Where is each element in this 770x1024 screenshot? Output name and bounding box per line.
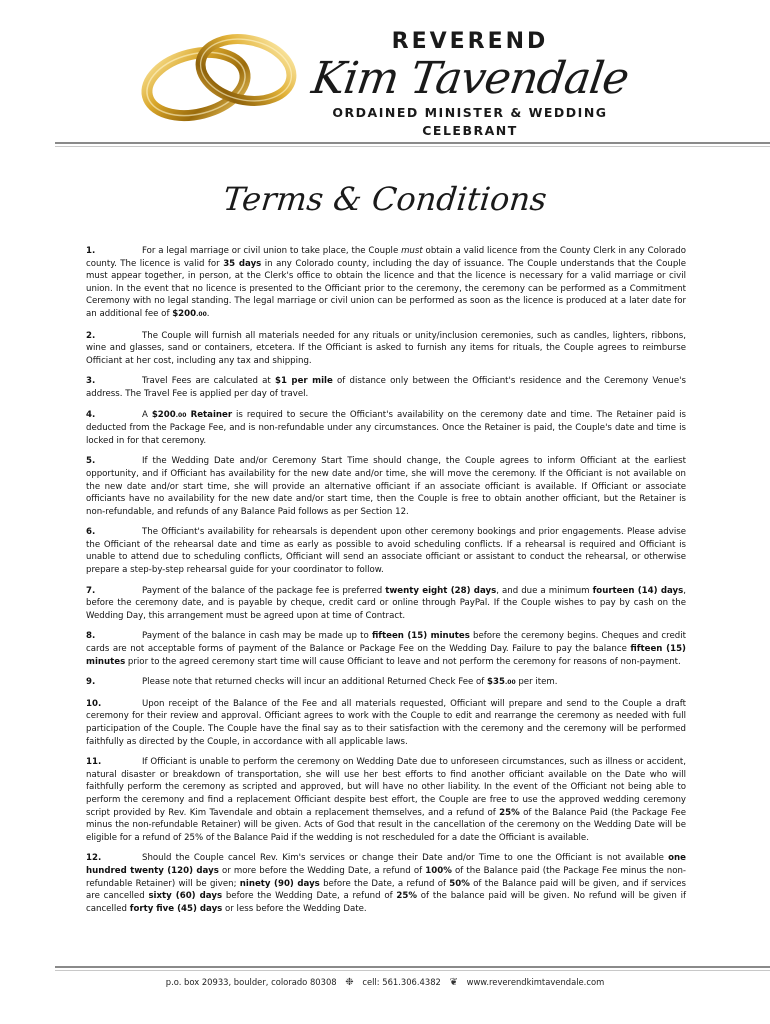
clause-text: The Officiant's availability for rehearsals is dependent upon other ceremony bookings and prior engagements. Please advise the Officiant of the rehearsal date and time as early as possible to avoid scheduling conflicts. If a rehearsal is required and Officiant is unable to attend due to scheduling conflicts, Officiant will send an associate officiant or assistant to conduct the rehearsal, or otherwise prepare a step-by-step rehearsal guide for your coordinator to follow. <box>86 527 686 576</box>
header-divider-thin <box>55 146 770 147</box>
clause-number: 5. <box>86 456 96 467</box>
footer-divider <box>55 966 770 968</box>
clause-text: Upon receipt of the Balance of the Fee and all materials requested, Officiant will prepare and send to the Couple a draft ceremony for their review and approval. Officiant agrees to work with the Couple to edit and rearrange the ceremony as needed with full participation of the Couple. The Couple have the final say as to their satisfaction with the ceremony and the ceremony will be performed faithfully as directed by the Couple, in accordance with all applicable laws. <box>86 698 686 747</box>
clause-text: 25% <box>396 891 417 902</box>
clause-text: one hundred twenty (120) days <box>86 853 686 876</box>
clause-item <box>86 245 686 322</box>
clause-text: Payment of the balance in cash may be made up to <box>142 631 372 642</box>
clause-number: 4. <box>86 409 96 420</box>
footer-phone: cell: 561.306.4382 <box>362 977 441 987</box>
clause-text: .00 <box>196 310 207 318</box>
footer <box>0 977 770 988</box>
clause-text: of the Balance Paid (the Package Fee minus the non-refundable Retainer) will be given. Acts of God that result in the cancellation of the ceremony on the Wedding Date will be eligible for a refund of 25% of the Balance Paid if the wedding is not rescheduled for a date the Officiant is available. <box>86 807 686 843</box>
clause-text: or less before the Wedding Date. <box>222 903 367 914</box>
clause-item <box>86 330 686 368</box>
clause-text: per item. <box>515 677 558 688</box>
clause-text: before the Date, a refund of <box>319 878 450 889</box>
footer-website: www.reverendkimtavendale.com <box>466 977 605 987</box>
clause-text: $200 <box>172 308 197 319</box>
clause-text: 35 days <box>223 258 262 269</box>
clause-number: 10. <box>86 698 102 709</box>
wedding-rings-icon <box>134 28 308 124</box>
clause-text: or more before the Wedding Date, a refund of <box>218 865 426 876</box>
clause-text: For a legal marriage or civil union to take place, the Couple <box>142 246 402 256</box>
clause-text: , before the ceremony date, and is payable by cheque, credit card or online through PayPal. If the Couple wishes to pay by cash on the Wedding Day, this arrangement must be agreed upon at time of Contract. <box>86 585 686 621</box>
footer-divider-thin <box>55 970 770 971</box>
clause-text: fifteen (15) minutes <box>371 631 470 642</box>
ornament-icon: ❉ <box>345 977 354 988</box>
brand-title: REVEREND <box>391 29 549 54</box>
clause-text: of the Balance paid will be given, and if services are cancelled <box>86 878 686 902</box>
brand-name: Kim Tavendale <box>308 53 632 104</box>
clause-number: 3. <box>86 376 96 387</box>
page-title: Terms & Conditions <box>221 180 549 218</box>
clause-text: Please note that returned checks will incur an additional Returned Check Fee of <box>142 677 488 688</box>
clause-text: , and due a minimum <box>496 585 593 596</box>
clause-number: 11. <box>86 757 102 768</box>
clause-text: The Couple will furnish all materials needed for any rituals or unity/inclusion ceremonies, such as candles, lighters, ribbons, wine and glasses, sand or containers, etcetera. If the Officiant is asked to furnish any items for rituals, the Couple agrees to reimburse Officiant at her cost, including any tax and shipping. <box>86 330 686 366</box>
clause-text: Should the Couple cancel Rev. Kim's services or change their Date and/or Time to one the Officiant is not available <box>142 853 669 864</box>
clause-text: . <box>206 308 210 319</box>
clause-number: 12. <box>86 853 102 864</box>
clause-text: of distance only between the Officiant's residence and the Ceremony Venue's address. The Travel Fee is applied per day of travel. <box>86 376 686 399</box>
clause-item <box>86 526 686 576</box>
clause-text: $35 <box>487 677 505 688</box>
clause-text: fourteen (14) days <box>592 585 684 596</box>
clause-text: obtain a valid licence from the County Clerk in any Colorado county. The licence is valid for <box>86 246 686 269</box>
clause-text: If Officiant is unable to perform the ceremony on Wedding Date due to unforeseen circumstances, such as illness or accident, natural disaster or breakdown of transportation, she will use her best efforts to find another officiant available on the Date who will faithfully perform the ceremony as scripted and approved, but will have no other liability. In the event of the Officiant not being able to perform the ceremony and find a replacement Officiant despite best effort, the Couple are free to use the approved wedding ceremony script provided by Rev. Kim Tavendale and obtain a replacement themselves, and a refund of <box>86 757 686 818</box>
clause-text: 50% <box>449 878 470 889</box>
clause-text: must <box>401 246 423 256</box>
clause-text: prior to the agreed ceremony start time will cause Officiant to leave and not perform the ceremony for reasons of non-payment. <box>125 656 681 667</box>
clause-number: 1. <box>86 246 96 256</box>
clause-text: .00 <box>504 679 516 687</box>
footer-address: p.o. box 20933, boulder, colorado 80308 <box>165 977 337 987</box>
clause-text: of the Balance paid (the Package Fee minus the non-refundable Retainer) will be given; <box>86 865 686 889</box>
clause-text: forty five (45) days <box>129 903 223 914</box>
clause-number: 9. <box>86 677 96 688</box>
clause-item <box>86 375 686 400</box>
clause-item <box>86 756 686 844</box>
clause-text: $200 <box>151 409 176 420</box>
clause-text: ninety (90) days <box>239 878 320 889</box>
clause-text: sixty (60) days <box>148 891 223 902</box>
terms-list <box>86 245 686 923</box>
clause-item <box>86 409 686 448</box>
clause-text: A <box>142 409 152 420</box>
clause-text: of the balance paid will be given. No refund will be given if cancelled <box>86 891 686 914</box>
clause-text: If the Wedding Date and/or Ceremony Start Time should change, the Couple agrees to inform Officiant at the earliest opportunity, and if Officiant has availability for the new date and/or time, she will move the ceremony. If the Officiant is not available on the new date and/or start time, she will provide an alternative officiant if an associate officiant is available. If Officiant or associate officiants have no availability for the new date and/or start time, then the Couple is free to obtain another officiant, but the Retainer is non-refundable, and refunds of any Balance Paid follows as per Section 12. <box>86 456 686 517</box>
clause-text: twenty eight (28) days <box>385 585 497 596</box>
letterhead <box>0 0 770 140</box>
clause-text: 100% <box>425 865 452 876</box>
clause-text: 25% <box>499 807 520 818</box>
clause-item <box>86 630 686 668</box>
clause-item <box>86 676 686 690</box>
clause-text: Retainer <box>186 409 233 420</box>
clause-text: is required to secure the Officiant's availability on the ceremony date and time. The Retainer paid is deducted from the Package Fee, and is non-refundable under any circumstances. Once the Retainer is paid, the Couple's date and time is locked in for that ceremony. <box>86 409 686 446</box>
brand-subtitle: ORDAINED MINISTER & WEDDING CELEBRANT <box>332 105 608 138</box>
clause-text: .00 <box>175 411 187 419</box>
clause-item <box>86 698 686 748</box>
clause-text: $1 per mile <box>275 376 333 387</box>
brand-block <box>300 30 640 140</box>
clause-text: Payment of the balance of the package fee is preferred <box>142 585 386 596</box>
clause-number: 2. <box>86 330 96 341</box>
clause-item <box>86 585 686 623</box>
clause-number: 6. <box>86 527 96 538</box>
clause-text: Travel Fees are calculated at <box>142 376 275 387</box>
clause-item <box>86 455 686 518</box>
clause-number: 8. <box>86 631 96 642</box>
clause-text: before the ceremony begins. Cheques and credit cards are not acceptable forms of payment of the Balance or Package Fee on the Wedding Day. Failure to pay the balance <box>86 631 686 655</box>
clause-text: fifteen (15) minutes <box>86 644 686 667</box>
clause-text: in any Colorado county, including the day of issuance. The Couple understands that the Couple must appear together, in person, at the Clerk's office to obtain the licence and that the licence is necessary for a valid marriage or civil union. In the event that no licence is presented to the Officiant prior to the ceremony, the ceremony can be performed as a Commitment Ceremony with no legal standing. The legal marriage or civil union can be performed as soon as the licence is produced at a later date for an additional fee of <box>86 258 686 319</box>
clause-item <box>86 852 686 915</box>
header-divider <box>55 142 770 144</box>
ornament-icon: ❦ <box>449 977 458 988</box>
clause-number: 7. <box>86 585 96 596</box>
clause-text: before the Wedding Date, a refund of <box>222 891 397 902</box>
